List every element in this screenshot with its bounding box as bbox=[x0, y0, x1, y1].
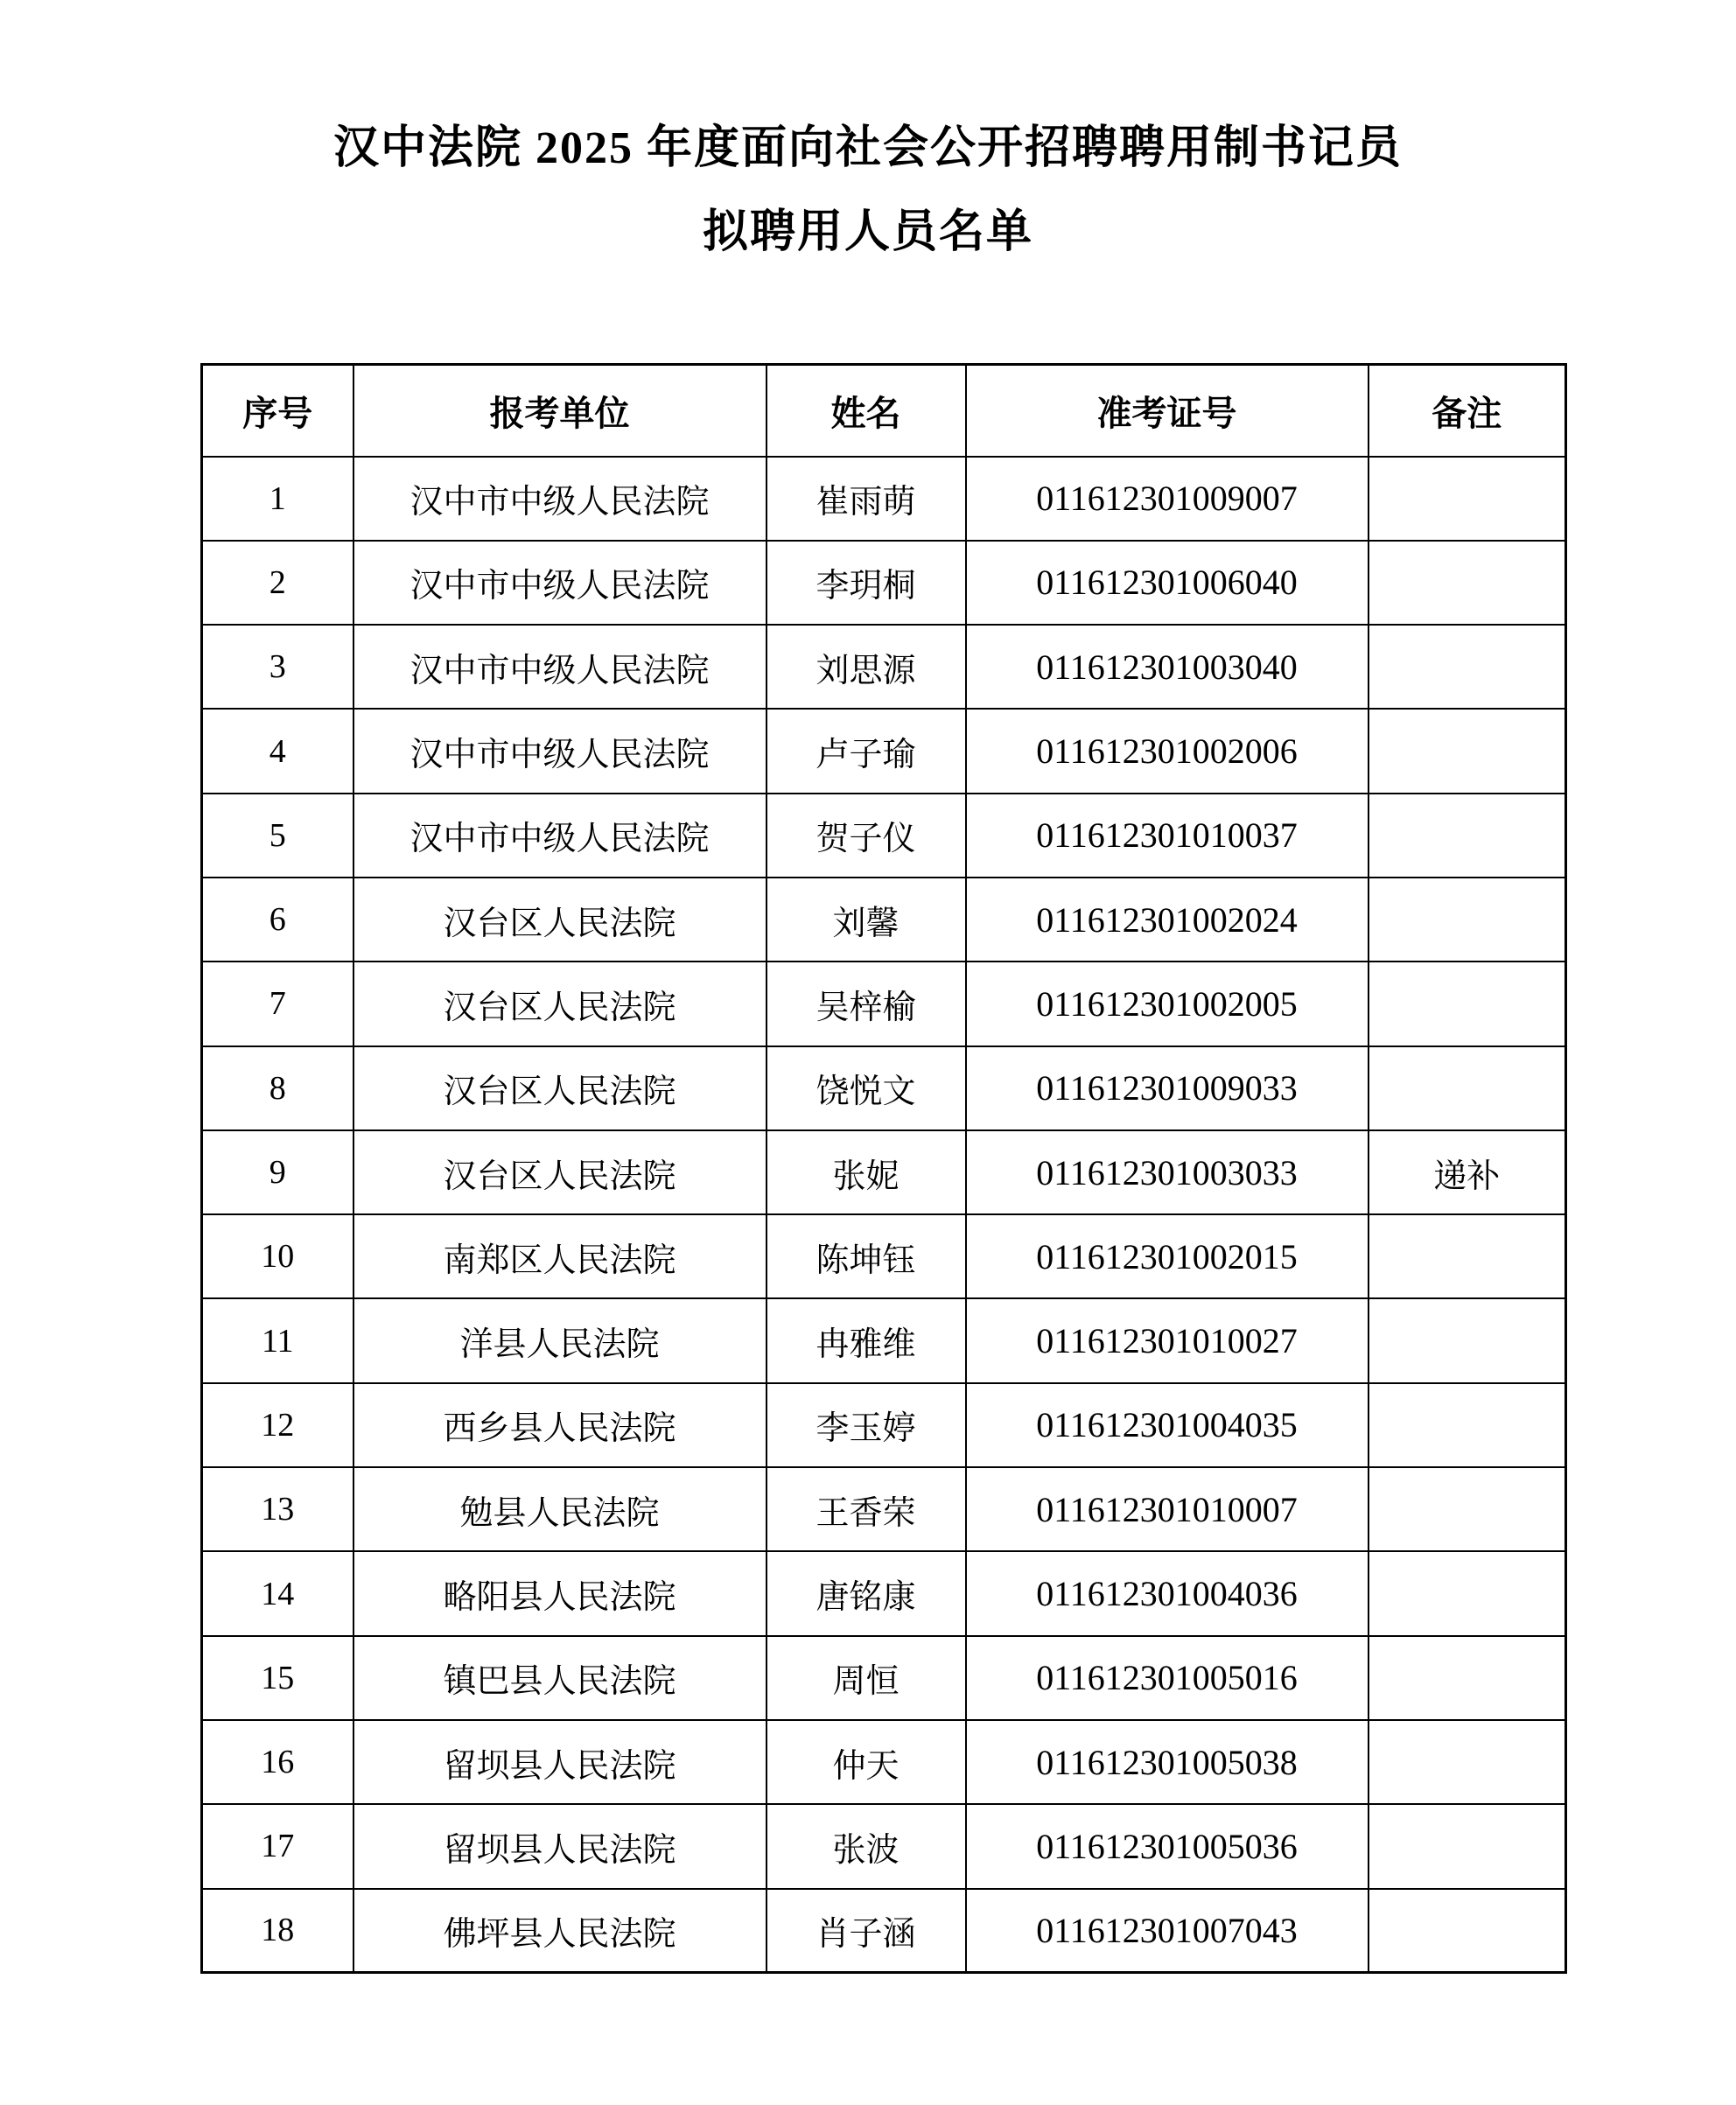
table-row bbox=[202, 878, 1566, 962]
table-row bbox=[202, 1804, 1566, 1888]
cell-seq: 13 bbox=[202, 1467, 354, 1551]
cell-unit: 略阳县人民法院 bbox=[354, 1551, 766, 1635]
cell-seq: 10 bbox=[202, 1214, 354, 1298]
cell-ticket: 011612301006040 bbox=[966, 541, 1368, 625]
table-row bbox=[202, 709, 1566, 793]
personnel-table bbox=[200, 363, 1567, 1974]
cell-ticket: 011612301002006 bbox=[966, 709, 1368, 793]
cell-ticket: 011612301010027 bbox=[966, 1298, 1368, 1382]
cell-remark bbox=[1368, 1889, 1566, 1973]
table-row bbox=[202, 1298, 1566, 1382]
cell-seq: 9 bbox=[202, 1130, 354, 1214]
cell-ticket: 011612301010037 bbox=[966, 794, 1368, 878]
table-row bbox=[202, 1130, 1566, 1214]
cell-seq: 4 bbox=[202, 709, 354, 793]
table-row bbox=[202, 1046, 1566, 1130]
table-row bbox=[202, 1467, 1566, 1551]
cell-remark bbox=[1368, 625, 1566, 709]
cell-remark bbox=[1368, 709, 1566, 793]
cell-name: 刘思源 bbox=[766, 625, 966, 709]
header-remark: 备注 bbox=[1368, 365, 1566, 457]
header-ticket: 准考证号 bbox=[966, 365, 1368, 457]
cell-unit: 汉中市中级人民法院 bbox=[354, 794, 766, 878]
cell-seq: 7 bbox=[202, 962, 354, 1046]
cell-seq: 5 bbox=[202, 794, 354, 878]
cell-ticket: 011612301004035 bbox=[966, 1383, 1368, 1467]
cell-unit: 南郑区人民法院 bbox=[354, 1214, 766, 1298]
cell-remark bbox=[1368, 541, 1566, 625]
cell-name: 肖子涵 bbox=[766, 1889, 966, 1973]
cell-name: 吴梓榆 bbox=[766, 962, 966, 1046]
cell-name: 冉雅维 bbox=[766, 1298, 966, 1382]
cell-name: 张波 bbox=[766, 1804, 966, 1888]
cell-remark bbox=[1368, 794, 1566, 878]
cell-seq: 6 bbox=[202, 878, 354, 962]
cell-unit: 汉台区人民法院 bbox=[354, 878, 766, 962]
cell-remark bbox=[1368, 1551, 1566, 1635]
cell-unit: 汉中市中级人民法院 bbox=[354, 625, 766, 709]
document-title-line2: 拟聘用人员名单 bbox=[702, 207, 1033, 257]
cell-ticket: 011612301003033 bbox=[966, 1130, 1368, 1214]
cell-unit: 留坝县人民法院 bbox=[354, 1720, 766, 1804]
cell-ticket: 011612301003040 bbox=[966, 625, 1368, 709]
cell-name: 张妮 bbox=[766, 1130, 966, 1214]
cell-ticket: 011612301009007 bbox=[966, 457, 1368, 541]
cell-seq: 14 bbox=[202, 1551, 354, 1635]
cell-seq: 3 bbox=[202, 625, 354, 709]
cell-name: 李玉婷 bbox=[766, 1383, 966, 1467]
cell-name: 唐铭康 bbox=[766, 1551, 966, 1635]
cell-name: 崔雨萌 bbox=[766, 457, 966, 541]
cell-remark bbox=[1368, 962, 1566, 1046]
table-row bbox=[202, 1720, 1566, 1804]
cell-remark bbox=[1368, 457, 1566, 541]
cell-remark bbox=[1368, 1383, 1566, 1467]
cell-seq: 8 bbox=[202, 1046, 354, 1130]
cell-name: 卢子瑜 bbox=[766, 709, 966, 793]
cell-remark bbox=[1368, 1720, 1566, 1804]
cell-unit: 留坝县人民法院 bbox=[354, 1804, 766, 1888]
cell-unit: 佛坪县人民法院 bbox=[354, 1889, 766, 1973]
cell-remark: 递补 bbox=[1368, 1130, 1566, 1214]
table-row bbox=[202, 1214, 1566, 1298]
cell-remark bbox=[1368, 1804, 1566, 1888]
cell-unit: 汉中市中级人民法院 bbox=[354, 541, 766, 625]
cell-name: 李玥桐 bbox=[766, 541, 966, 625]
cell-unit: 勉县人民法院 bbox=[354, 1467, 766, 1551]
cell-name: 陈坤钰 bbox=[766, 1214, 966, 1298]
table-row bbox=[202, 625, 1566, 709]
table-row bbox=[202, 1383, 1566, 1467]
cell-ticket: 011612301007043 bbox=[966, 1889, 1368, 1973]
cell-seq: 18 bbox=[202, 1889, 354, 1973]
cell-remark bbox=[1368, 1467, 1566, 1551]
table-row bbox=[202, 962, 1566, 1046]
cell-remark bbox=[1368, 1214, 1566, 1298]
cell-seq: 12 bbox=[202, 1383, 354, 1467]
document-title-line1: 汉中法院 2025 年度面向社会公开招聘聘用制书记员 bbox=[332, 123, 1403, 173]
cell-ticket: 011612301009033 bbox=[966, 1046, 1368, 1130]
header-name: 姓名 bbox=[766, 365, 966, 457]
cell-ticket: 011612301002024 bbox=[966, 878, 1368, 962]
cell-unit: 汉中市中级人民法院 bbox=[354, 709, 766, 793]
cell-name: 周恒 bbox=[766, 1636, 966, 1720]
cell-seq: 11 bbox=[202, 1298, 354, 1382]
cell-ticket: 011612301002015 bbox=[966, 1214, 1368, 1298]
cell-remark bbox=[1368, 878, 1566, 962]
cell-name: 刘馨 bbox=[766, 878, 966, 962]
cell-ticket: 011612301005016 bbox=[966, 1636, 1368, 1720]
document-title bbox=[0, 107, 1736, 275]
cell-name: 贺子仪 bbox=[766, 794, 966, 878]
cell-unit: 汉台区人民法院 bbox=[354, 962, 766, 1046]
cell-ticket: 011612301002005 bbox=[966, 962, 1368, 1046]
cell-name: 王香荣 bbox=[766, 1467, 966, 1551]
cell-seq: 1 bbox=[202, 457, 354, 541]
cell-name: 饶悦文 bbox=[766, 1046, 966, 1130]
cell-seq: 2 bbox=[202, 541, 354, 625]
header-seq: 序号 bbox=[202, 365, 354, 457]
cell-unit: 汉台区人民法院 bbox=[354, 1046, 766, 1130]
cell-unit: 镇巴县人民法院 bbox=[354, 1636, 766, 1720]
table-row bbox=[202, 457, 1566, 541]
cell-unit: 洋县人民法院 bbox=[354, 1298, 766, 1382]
cell-seq: 16 bbox=[202, 1720, 354, 1804]
cell-remark bbox=[1368, 1046, 1566, 1130]
cell-ticket: 011612301004036 bbox=[966, 1551, 1368, 1635]
table-row bbox=[202, 1889, 1566, 1973]
table-row bbox=[202, 1551, 1566, 1635]
cell-ticket: 011612301005038 bbox=[966, 1720, 1368, 1804]
cell-name: 仲天 bbox=[766, 1720, 966, 1804]
cell-ticket: 011612301005036 bbox=[966, 1804, 1368, 1888]
cell-remark bbox=[1368, 1636, 1566, 1720]
table-header-row bbox=[202, 365, 1566, 457]
cell-unit: 汉台区人民法院 bbox=[354, 1130, 766, 1214]
header-unit: 报考单位 bbox=[354, 365, 766, 457]
cell-unit: 汉中市中级人民法院 bbox=[354, 457, 766, 541]
table-row bbox=[202, 794, 1566, 878]
cell-ticket: 011612301010007 bbox=[966, 1467, 1368, 1551]
table-row bbox=[202, 1636, 1566, 1720]
cell-seq: 15 bbox=[202, 1636, 354, 1720]
table-row bbox=[202, 541, 1566, 625]
cell-remark bbox=[1368, 1298, 1566, 1382]
cell-unit: 西乡县人民法院 bbox=[354, 1383, 766, 1467]
cell-seq: 17 bbox=[202, 1804, 354, 1888]
